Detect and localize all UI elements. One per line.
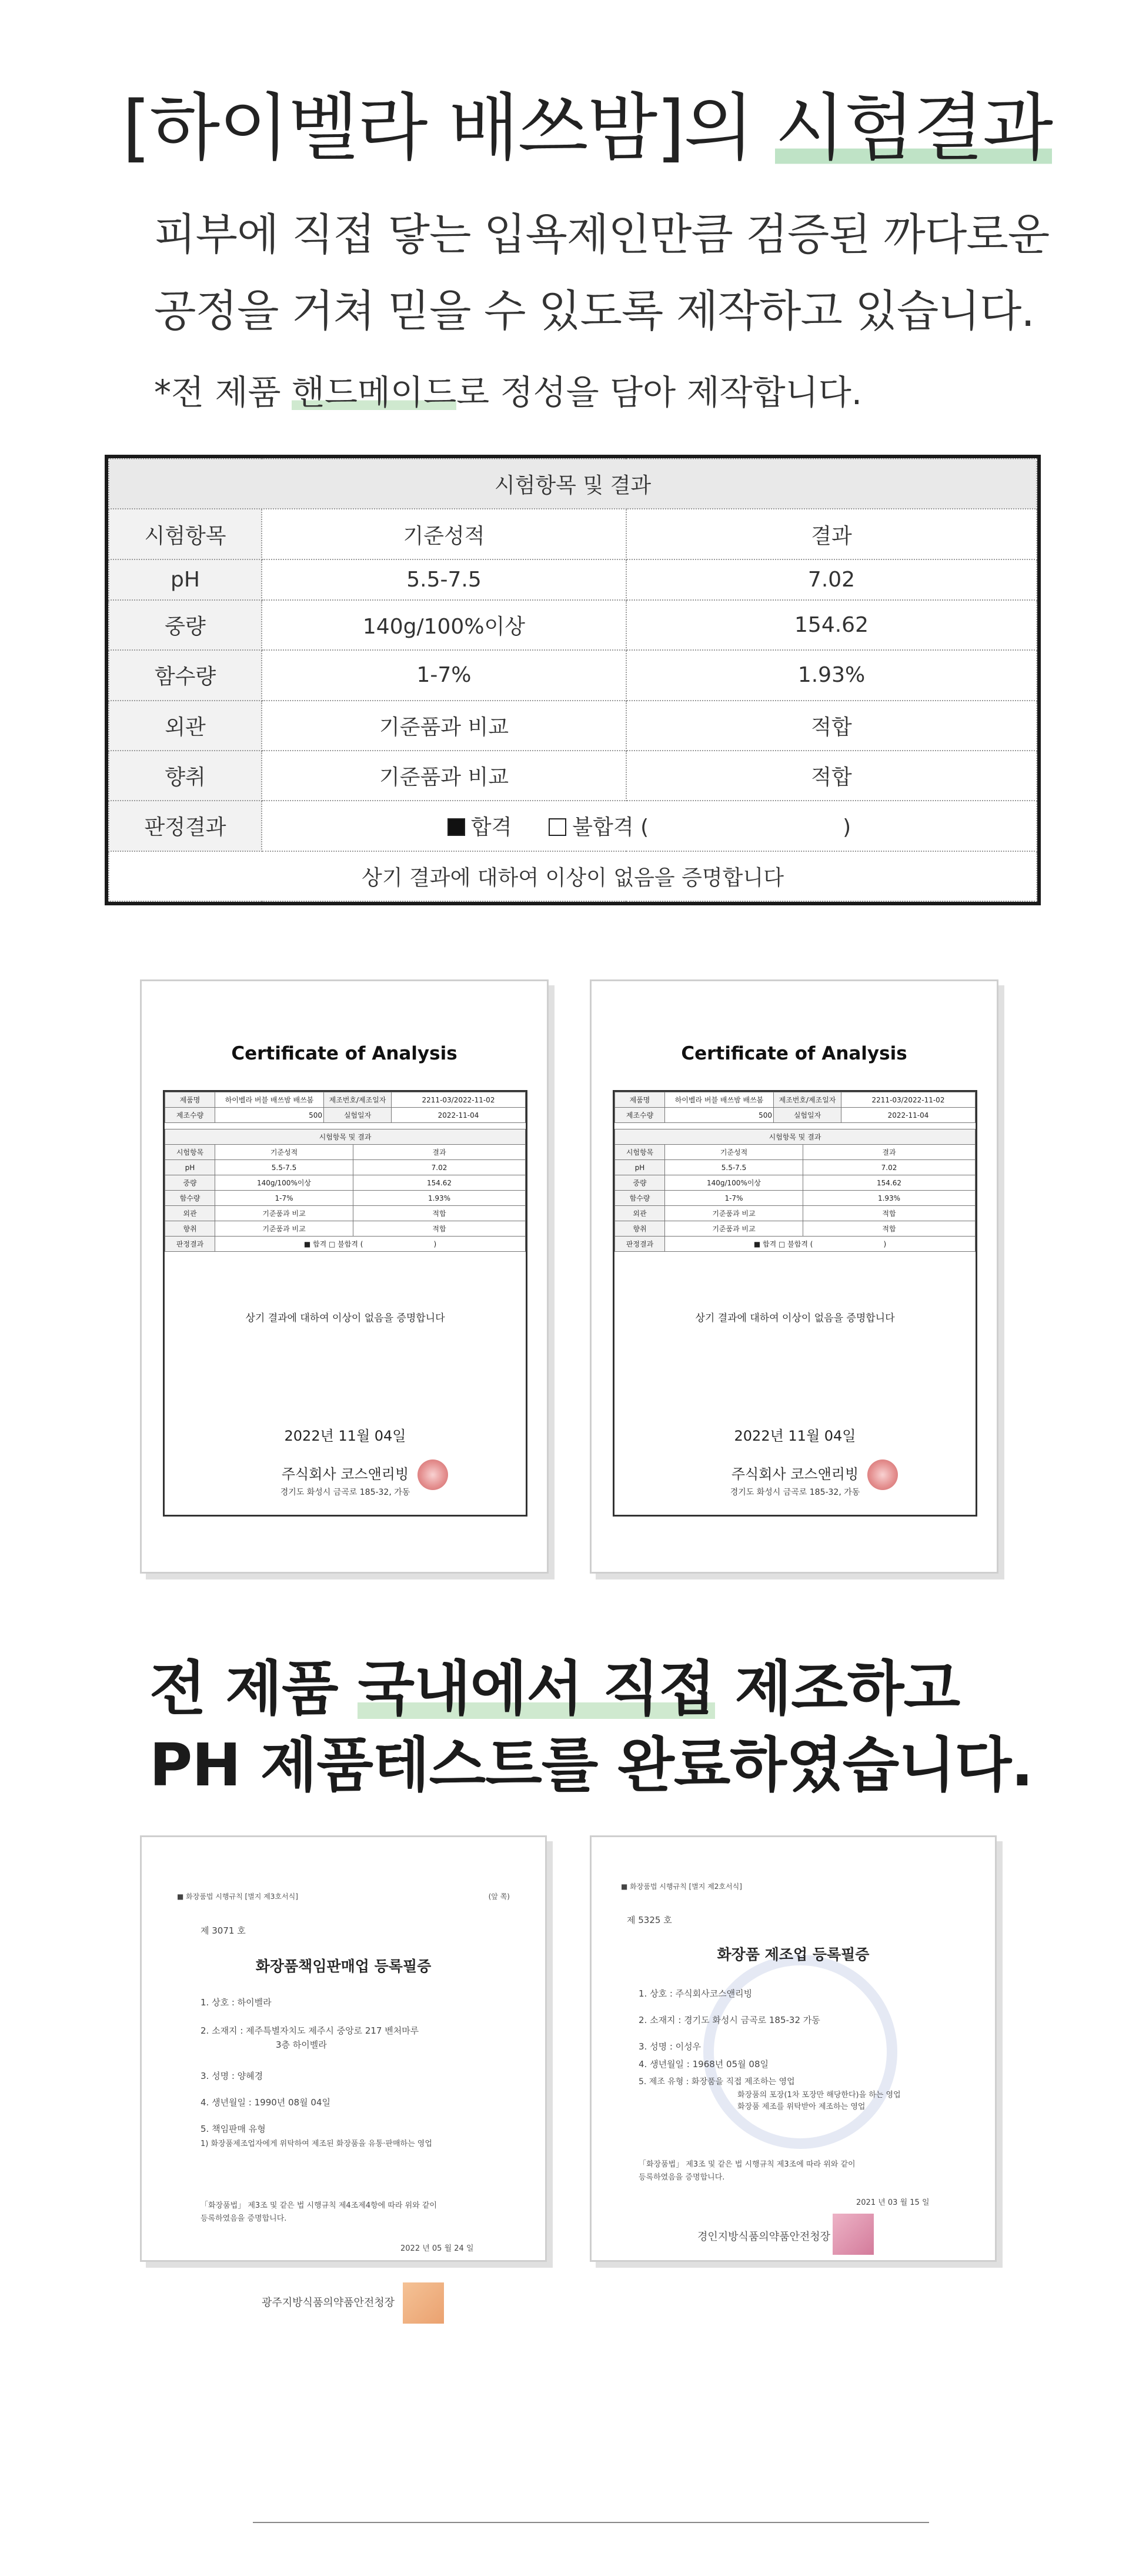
cert-cell: 함수량 (615, 1191, 665, 1206)
meta-cell: 제조수량 (615, 1108, 665, 1123)
issuer-name: 광주지방식품의약품안전청장 (262, 2297, 395, 2309)
verdict-value (262, 801, 1037, 851)
lead-line-1: 피부에 직접 닿는 입욕제인만큼 검증된 까다로운 (154, 209, 1050, 260)
verdict-close: ) (883, 1240, 887, 1248)
doc-line: 1. 상호 : 주식회사코스앤리빙 (639, 1988, 753, 1999)
cert-cell: 154.62 (353, 1175, 526, 1191)
cert-cell: 1-7% (665, 1191, 803, 1206)
doc-title: 화장품 제조업 등록필증 (717, 1946, 870, 1963)
statement-part: 제조하고 (714, 1654, 960, 1723)
verdict-label: 판정결과 (109, 801, 262, 851)
cert-cell: 중량 (615, 1175, 665, 1191)
doc-date: 2022 년 05 월 24 일 (400, 2244, 474, 2253)
certificate-of-analysis-2 (590, 979, 998, 1574)
company-seal-icon (867, 1459, 898, 1490)
header-cell: 기준성적 (665, 1145, 803, 1160)
cert-cell: 적합 (353, 1221, 526, 1237)
verdict-row (109, 801, 1037, 851)
company-address: 경기도 화성시 금곡로 185-32, 가동 (280, 1488, 410, 1497)
result-cell: 154.62 (626, 600, 1037, 650)
table-row (615, 1175, 976, 1191)
table-caption: 시험항목 및 결과 (109, 459, 1037, 509)
result-cell: 적합 (626, 701, 1037, 751)
cert-caption: 시험항목 및 결과 (615, 1129, 976, 1145)
cert-caption: 시험항목 및 결과 (165, 1129, 526, 1145)
pass-label: 합격 (470, 815, 512, 840)
statement-part: 전 제품 (149, 1654, 358, 1723)
standard-cell: 140g/100%이상 (262, 600, 626, 650)
standard-cell: 1-7% (262, 650, 626, 700)
doc-line: 4. 생년월일 : 1990년 08월 04일 (201, 2097, 330, 2108)
form-label: ■ 화장품법 시행규칙 [별지 제3호서식] (177, 1892, 298, 1901)
cert-cell: 140g/100%이상 (215, 1175, 353, 1191)
verdict-close: ) (433, 1240, 437, 1248)
certificate-title: Certificate of Analysis (681, 1043, 907, 1064)
table-row (165, 1160, 526, 1175)
statement-line-1 (149, 1641, 960, 1726)
certificate-title: Certificate of Analysis (231, 1043, 457, 1064)
doc-line: 2. 소재지 : 경기도 화성시 금곡로 185-32 가동 (639, 2015, 820, 2025)
registration-certificate-2 (590, 1835, 997, 2262)
cert-cell: 적합 (353, 1206, 526, 1221)
note-part: *전 제품 (154, 372, 292, 412)
table-row (109, 650, 1037, 700)
doc-line: 5. 책임판매 유형 (201, 2124, 266, 2134)
table-row (615, 1221, 976, 1237)
government-emblem-icon (703, 1955, 897, 2149)
cert-cell: 140g/100%이상 (665, 1175, 803, 1191)
table-row (165, 1221, 526, 1237)
doc-line: 「화장품법」 제3조 및 같은 법 시행규칙 제3조에 따라 위와 같이 (639, 2160, 856, 2169)
certificate-date: 2022년 11월 04일 (284, 1428, 406, 1444)
header-cell: 시험항목 (165, 1145, 215, 1160)
doc-line: 2. 소재지 : 제주특별자치도 제주시 중앙로 217 벤처마루 (201, 2025, 419, 2036)
company-seal-icon (417, 1459, 448, 1490)
table-row (165, 1175, 526, 1191)
table-row (109, 701, 1037, 751)
header-cell: 기준성적 (262, 509, 626, 559)
test-result-table (105, 455, 1041, 905)
doc-line: 화장품 제조를 위탁받아 제조하는 영업 (737, 2102, 866, 2111)
certificate-note: 상기 결과에 대하여 이상이 없음을 증명합니다 (695, 1312, 895, 1324)
title-part: [하이벨라 배쓰밤]의 (122, 86, 775, 171)
issuer-name: 경인지방식품의약품안전청장 (697, 2231, 831, 2243)
statement-highlight: 국내에서 직접 (358, 1654, 715, 1723)
doc-number: 제 5325 호 (627, 1915, 672, 1925)
cert-cell: 기준품과 비교 (215, 1221, 353, 1237)
fail-label: 불합격 ( (572, 815, 649, 840)
cert-cell: 기준품과 비교 (665, 1206, 803, 1221)
cert-cell: 향취 (615, 1221, 665, 1237)
meta-cell: 2211-03/2022-11-02 (392, 1092, 526, 1108)
doc-date: 2021 년 03 월 15 일 (856, 2198, 930, 2207)
cert-cell: 1.93% (803, 1191, 976, 1206)
page-label: (앞 쪽) (488, 1892, 510, 1901)
company-name: 주식회사 코스앤리빙 (281, 1466, 409, 1482)
certificate-frame (613, 1090, 977, 1517)
cert-cell: 중량 (165, 1175, 215, 1191)
cert-cell: 5.5-7.5 (215, 1160, 353, 1175)
official-seal-icon (403, 2282, 444, 2324)
page-title (122, 69, 1052, 174)
certificate-note: 상기 결과에 대하여 이상이 없음을 증명합니다 (245, 1312, 445, 1324)
item-cell: 중량 (109, 600, 262, 650)
doc-line: 3. 성명 : 양혜경 (201, 2071, 263, 2081)
form-label: ■ 화장품법 시행규칙 [별지 제2호서식] (621, 1882, 742, 1891)
table-row (109, 559, 1037, 600)
doc-line: 「화장품법」 제3조 및 같은 법 시행규칙 제4조제4항에 따라 위와 같이 (201, 2201, 437, 2210)
note-part: 로 정성을 담아 제작합니다. (456, 372, 863, 412)
meta-cell: 500 (215, 1108, 324, 1123)
doc-line: 3. 성명 : 이성우 (639, 2041, 702, 2052)
meta-cell: 2022-11-04 (841, 1108, 976, 1123)
official-seal-icon (833, 2214, 874, 2255)
verdict-value (665, 1237, 976, 1252)
header-cell: 결과 (626, 509, 1037, 559)
standard-cell: 5.5-7.5 (262, 559, 626, 600)
result-cell: 7.02 (626, 559, 1037, 600)
table-row (109, 751, 1037, 801)
doc-number: 제 3071 호 (201, 1925, 246, 1936)
table-row (165, 1206, 526, 1221)
meta-cell: 실험일자 (324, 1108, 392, 1123)
title-highlight: 시험결과 (774, 86, 1052, 171)
item-cell: 함수량 (109, 650, 262, 700)
cert-cell: 기준품과 비교 (215, 1206, 353, 1221)
header-cell: 결과 (353, 1145, 526, 1160)
cert-cell: 외관 (615, 1206, 665, 1221)
cert-cell: 154.62 (803, 1175, 976, 1191)
cert-cell: 향취 (165, 1221, 215, 1237)
checked-box-icon (447, 818, 465, 836)
verdict-text: ■ 합격 □ 불합격 ( (303, 1240, 363, 1248)
certificate-of-analysis-1 (140, 979, 549, 1574)
doc-line: 등록하였음을 증명합니다. (201, 2214, 287, 2223)
table-row (615, 1160, 976, 1175)
table-row (109, 600, 1037, 650)
table-row (165, 1191, 526, 1206)
cert-cell: 1-7% (215, 1191, 353, 1206)
table-footer: 상기 결과에 대하여 이상이 없음을 증명합니다 (109, 851, 1037, 901)
result-cell: 1.93% (626, 650, 1037, 700)
result-cell: 적합 (626, 751, 1037, 801)
doc-line: 1) 화장품제조업자에게 위탁하여 제조된 화장품을 유통·판매하는 영업 (201, 2140, 432, 2148)
meta-cell: 하이벨라 버블 배쓰밤 배쓰봄 (665, 1092, 774, 1108)
verdict-label: 판정결과 (615, 1237, 665, 1252)
doc-title: 화장품책임판매업 등록필증 (255, 1958, 432, 1975)
meta-cell: 2211-03/2022-11-02 (841, 1092, 976, 1108)
cert-cell: 7.02 (353, 1160, 526, 1175)
verdict-label: 판정결과 (165, 1237, 215, 1252)
doc-line: 5. 제조 유형 : 화장품을 직접 제조하는 영업 (639, 2077, 795, 2087)
doc-line: 화장품의 포장(1차 포장만 해당한다)을 하는 영업 (737, 2091, 901, 2100)
handmade-note (154, 365, 862, 414)
meta-cell: 500 (665, 1108, 774, 1123)
certificate-frame (163, 1090, 527, 1517)
header-cell: 기준성적 (215, 1145, 353, 1160)
header-cell: 결과 (803, 1145, 976, 1160)
cert-cell: 1.93% (353, 1191, 526, 1206)
cert-cell: 5.5-7.5 (665, 1160, 803, 1175)
doc-line: 4. 생년월일 : 1968년 05월 08일 (639, 2059, 769, 2070)
verdict-text: ■ 합격 □ 불합격 ( (753, 1240, 813, 1248)
meta-cell: 하이벨라 버블 배쓰밤 배쓰봄 (215, 1092, 324, 1108)
meta-cell: 2022-11-04 (392, 1108, 526, 1123)
meta-cell: 제조번호/제조일자 (324, 1092, 392, 1108)
doc-line: 3층 하이벨라 (276, 2040, 327, 2050)
bottom-divider (253, 2522, 929, 2523)
verdict-value (215, 1237, 526, 1252)
cert-cell: 7.02 (803, 1160, 976, 1175)
unchecked-box-icon (549, 818, 566, 836)
statement-line-2: PH 제품테스트를 완료하였습니다. (149, 1731, 1033, 1799)
header-cell: 시험항목 (109, 509, 262, 559)
meta-cell: 실험일자 (774, 1108, 841, 1123)
meta-cell: 제조번호/제조일자 (774, 1092, 841, 1108)
lead-line-2: 공정을 거쳐 믿을 수 있도록 제작하고 있습니다. (154, 286, 1034, 336)
company-address: 경기도 화성시 금곡로 185-32, 가동 (730, 1488, 860, 1497)
cert-cell: 적합 (803, 1221, 976, 1237)
fail-close: ) (843, 815, 851, 840)
registration-certificate-1 (140, 1835, 547, 2262)
cert-cell: 기준품과 비교 (665, 1221, 803, 1237)
standard-cell: 기준품과 비교 (262, 751, 626, 801)
cert-cell: 적합 (803, 1206, 976, 1221)
doc-line: 1. 상호 : 하이벨라 (201, 1997, 272, 2008)
note-highlight: 핸드메이드 (291, 372, 457, 412)
cert-cell: pH (165, 1160, 215, 1175)
cert-cell: 외관 (165, 1206, 215, 1221)
meta-cell: 제품명 (615, 1092, 665, 1108)
item-cell: 외관 (109, 701, 262, 751)
header-cell: 시험항목 (615, 1145, 665, 1160)
meta-cell: 제조수량 (165, 1108, 215, 1123)
cert-cell: 함수량 (165, 1191, 215, 1206)
item-cell: 향취 (109, 751, 262, 801)
certificate-date: 2022년 11월 04일 (734, 1428, 856, 1444)
cert-cell: pH (615, 1160, 665, 1175)
table-row (615, 1191, 976, 1206)
doc-line: 등록하였음을 증명합니다. (639, 2173, 725, 2182)
meta-cell: 제품명 (165, 1092, 215, 1108)
standard-cell: 기준품과 비교 (262, 701, 626, 751)
table-row (615, 1206, 976, 1221)
company-name: 주식회사 코스앤리빙 (731, 1466, 859, 1482)
item-cell: pH (109, 559, 262, 600)
